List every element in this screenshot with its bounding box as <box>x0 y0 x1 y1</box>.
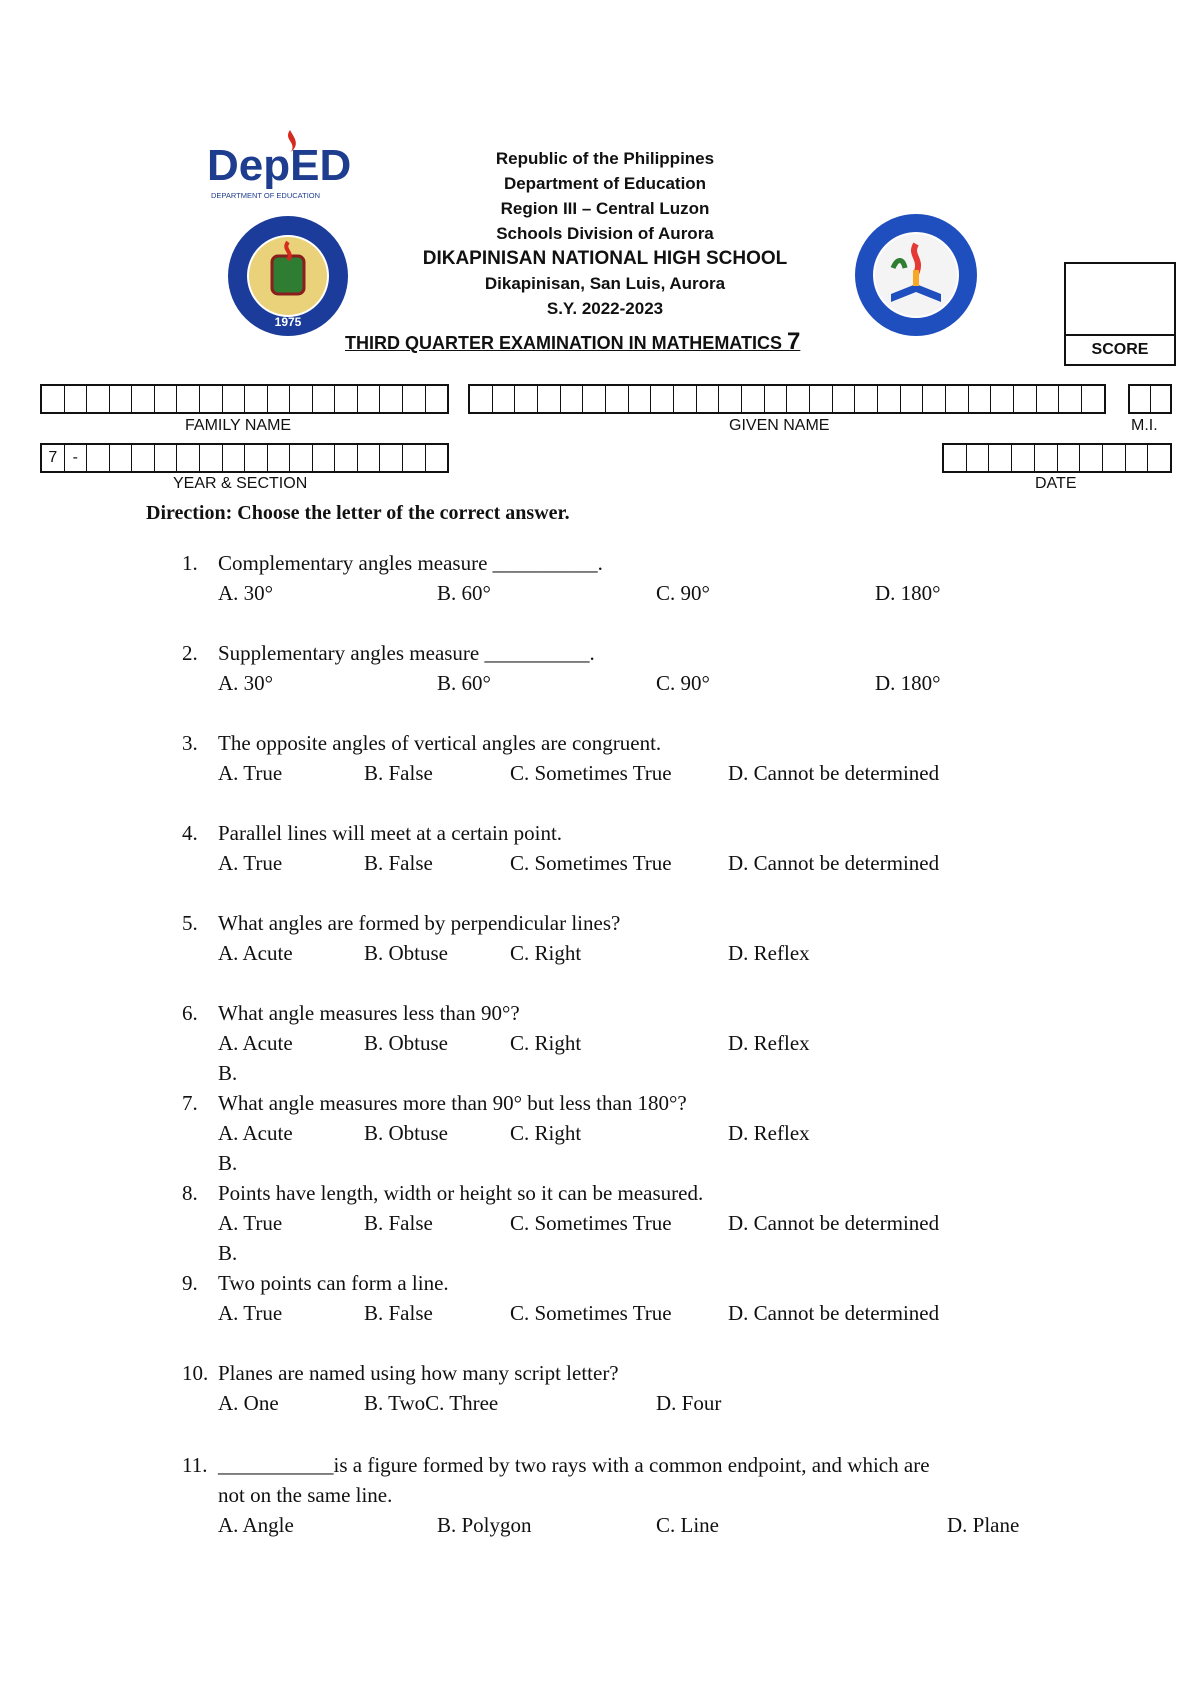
question-8 <box>182 1178 1062 1268</box>
option-d[interactable]: D. Reflex <box>728 1031 810 1055</box>
question-number: 5. <box>182 911 198 935</box>
option-b[interactable]: B. Obtuse <box>364 941 448 965</box>
question-text: ___________is a figure formed by two rays with a common endpoint, and which are <box>218 1453 930 1477</box>
option-d[interactable]: D. 180° <box>875 671 941 695</box>
date-boxes[interactable] <box>942 443 1172 473</box>
stray-option-label: B. <box>218 1061 238 1085</box>
question-text: Two points can form a line. <box>218 1271 449 1295</box>
option-b[interactable]: B. 60° <box>437 581 491 605</box>
option-b[interactable]: B. False <box>364 1211 433 1235</box>
directions: Direction: Choose the letter of the correct answer. <box>146 502 570 524</box>
year-section-boxes[interactable] <box>40 443 449 473</box>
question-number: 6. <box>182 1001 198 1025</box>
question-text: Parallel lines will meet at a certain point. <box>218 821 563 845</box>
header-department: Department of Education <box>503 174 707 193</box>
option-c[interactable]: C. Sometimes True <box>510 761 672 785</box>
question-7 <box>182 1088 1062 1178</box>
deped-logo <box>205 128 365 203</box>
question-number: 8. <box>182 1181 198 1205</box>
question-text: Complementary angles measure __________. <box>218 551 603 575</box>
year-prefix-7: 7 <box>42 445 65 471</box>
question-1 <box>182 548 1062 608</box>
family-name-label: FAMILY NAME <box>185 417 292 434</box>
option-b[interactable]: B. 60° <box>437 671 491 695</box>
question-text: Planes are named using how many script letter? <box>218 1361 619 1385</box>
option-b[interactable]: B. Obtuse <box>364 1031 448 1055</box>
option-c[interactable]: C. 90° <box>656 581 710 605</box>
question-text: What angle measures less than 90°? <box>218 1001 520 1025</box>
header-address: Dikapinisan, San Luis, Aurora <box>484 274 726 293</box>
option-c[interactable]: C. Right <box>510 1121 582 1145</box>
question-number: 9. <box>182 1271 198 1295</box>
option-c[interactable]: C. Line <box>656 1513 719 1537</box>
question-text: The opposite angles of vertical angles are congruent. <box>218 731 662 755</box>
option-c[interactable]: C. Sometimes True <box>510 1211 672 1235</box>
option-c[interactable]: C. Right <box>510 941 582 965</box>
header-republic: Republic of the Philippines <box>495 149 715 168</box>
question-text: Points have length, width or height so it can be measured. <box>218 1181 704 1205</box>
deped-subtitle: DEPARTMENT OF EDUCATION <box>211 191 321 200</box>
question-number: 11. <box>182 1453 208 1477</box>
question-number: 2. <box>182 641 198 665</box>
option-b[interactable]: B. False <box>364 761 433 785</box>
question-number: 10. <box>182 1361 209 1385</box>
question-4 <box>182 818 1062 878</box>
option-b[interactable]: B. False <box>364 851 433 875</box>
stray-option-label: B. <box>218 1241 238 1265</box>
option-b[interactable]: B. False <box>364 1301 433 1325</box>
question-number: 3. <box>182 731 198 755</box>
option-a[interactable]: A. 30° <box>218 581 274 605</box>
header-region: Region III – Central Luzon <box>500 199 710 218</box>
date-label: DATE <box>1035 475 1077 492</box>
question-text-continued: not on the same line. <box>218 1483 393 1507</box>
year-prefix-dash: - <box>65 445 88 471</box>
option-a[interactable]: A. Acute <box>218 1121 293 1145</box>
header-school-year: S.Y. 2022-2023 <box>546 299 664 318</box>
question-number: 4. <box>182 821 198 845</box>
question-10 <box>182 1358 1062 1418</box>
stray-option-label: B. <box>218 1151 238 1175</box>
question-text: What angle measures more than 90° but less than 180°? <box>218 1091 687 1115</box>
exam-title <box>345 328 800 356</box>
question-11 <box>182 1450 1062 1540</box>
exam-title-text: THIRD QUARTER EXAMINATION IN MATHEMATICS <box>345 333 782 353</box>
division-seal <box>226 214 350 338</box>
option-a[interactable]: A. True <box>218 851 283 875</box>
question-text: What angles are formed by perpendicular lines? <box>218 911 621 935</box>
exam-grade: 7 <box>787 328 801 355</box>
option-a[interactable]: A. Acute <box>218 1031 293 1055</box>
option-a[interactable]: A. One <box>218 1391 279 1415</box>
score-box[interactable] <box>1064 262 1176 336</box>
option-d[interactable]: D. Cannot be determined <box>728 1301 940 1325</box>
option-d[interactable]: D. Cannot be determined <box>728 1211 940 1235</box>
header-division: Schools Division of Aurora <box>496 224 714 243</box>
question-text: Supplementary angles measure __________. <box>218 641 595 665</box>
option-a[interactable]: A. True <box>218 761 283 785</box>
given-name-label: GIVEN NAME <box>729 417 830 434</box>
letterhead <box>380 146 830 321</box>
deped-wordmark: DepED <box>207 141 352 190</box>
given-name-boxes[interactable] <box>468 384 1106 414</box>
division-seal-year: 1975 <box>274 315 302 329</box>
question-3 <box>182 728 1062 788</box>
score-label: SCORE <box>1064 334 1176 366</box>
option-c[interactable]: C. Sometimes True <box>510 1301 672 1325</box>
option-b[interactable]: B. TwoC. Three <box>364 1391 499 1415</box>
option-a[interactable]: A. True <box>218 1211 283 1235</box>
option-d[interactable]: D. Four <box>656 1391 722 1415</box>
question-number: 1. <box>182 551 198 575</box>
header-school: DIKAPINISAN NATIONAL HIGH SCHOOL <box>422 248 788 269</box>
question-5 <box>182 908 1062 968</box>
option-d[interactable]: D. Cannot be determined <box>728 761 940 785</box>
option-a[interactable]: A. True <box>218 1301 283 1325</box>
year-section-label: YEAR & SECTION <box>173 475 308 492</box>
question-6 <box>182 998 1062 1088</box>
family-name-boxes[interactable] <box>40 384 449 414</box>
school-seal <box>853 212 979 338</box>
option-d[interactable]: D. 180° <box>875 581 941 605</box>
option-a[interactable]: A. Acute <box>218 941 293 965</box>
option-a[interactable]: A. 30° <box>218 671 274 695</box>
option-d[interactable]: D. Reflex <box>728 941 810 965</box>
option-d[interactable]: D. Reflex <box>728 1121 810 1145</box>
option-a[interactable]: A. Angle <box>218 1513 294 1537</box>
option-c[interactable]: C. Right <box>510 1031 582 1055</box>
option-b[interactable]: B. Obtuse <box>364 1121 448 1145</box>
question-number: 7. <box>182 1091 198 1115</box>
option-d[interactable]: D. Plane <box>947 1513 1020 1537</box>
option-c[interactable]: C. 90° <box>656 671 710 695</box>
question-2 <box>182 638 1062 698</box>
question-9 <box>182 1268 1062 1328</box>
mi-boxes[interactable] <box>1128 384 1172 414</box>
option-d[interactable]: D. Cannot be determined <box>728 851 940 875</box>
option-c[interactable]: C. Sometimes True <box>510 851 672 875</box>
option-b[interactable]: B. Polygon <box>437 1513 532 1537</box>
mi-label: M.I. <box>1131 417 1158 434</box>
